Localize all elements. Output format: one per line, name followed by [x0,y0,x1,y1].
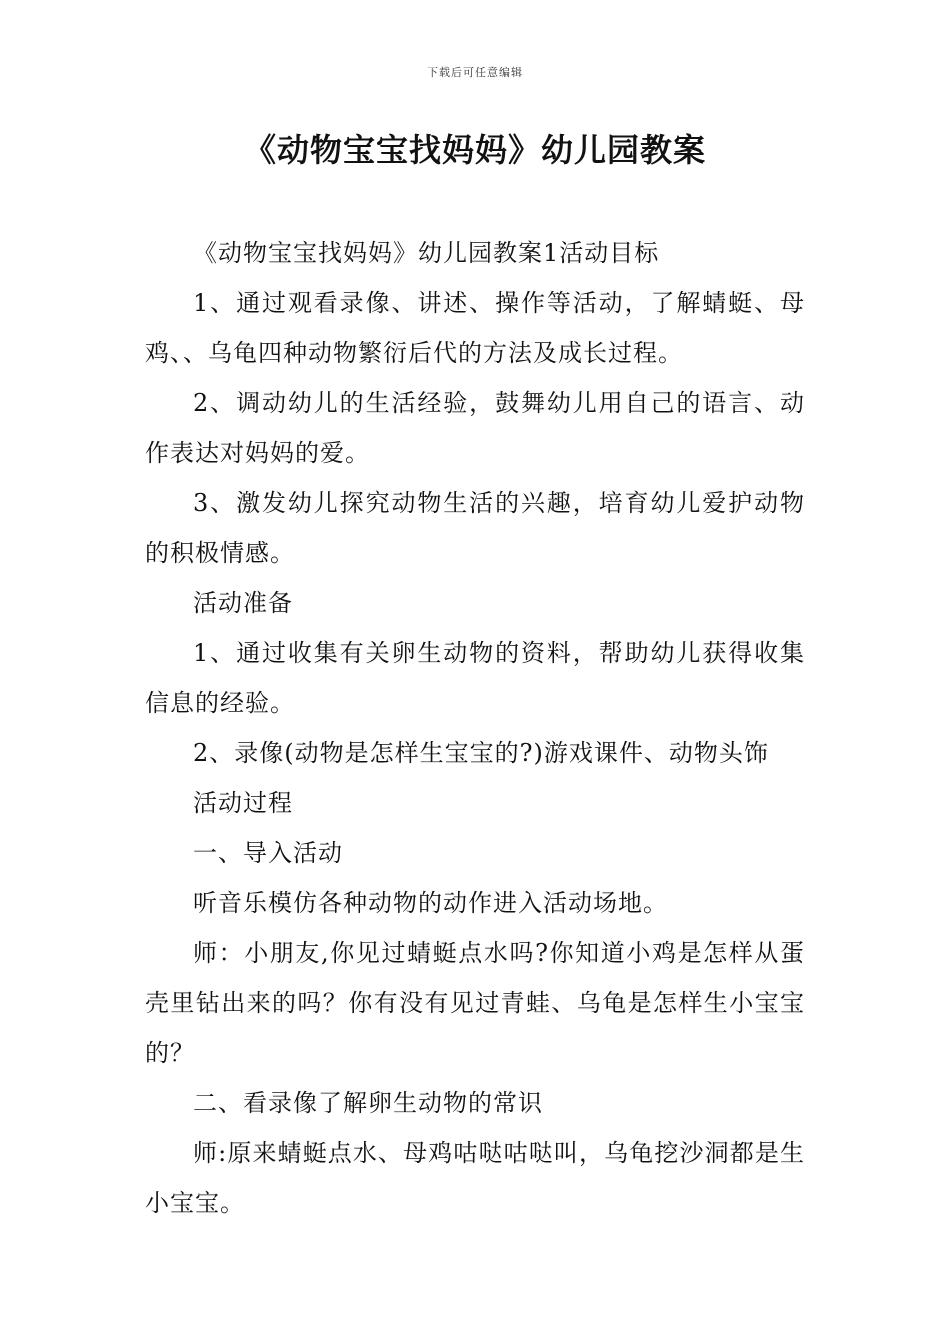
step-heading-1: 一、导入活动 [193,839,343,867]
document-body [145,228,805,1228]
document-title: 《动物宝宝找妈妈》幼儿园教案 [243,131,706,169]
paragraph-teacher-explanation: 师:原来蜻蜓点水、母鸡咕哒咕哒叫，乌龟挖沙洞都是生小宝宝。 [145,1139,805,1217]
paragraph-step-1-activity: 听音乐模仿各种动物的动作进入活动场地。 [193,889,668,917]
paragraph-objective-3: 3、激发幼儿探究动物生活的兴趣，培育幼儿爱护动物的积极情感。 [145,489,805,567]
paragraph-preparation-1: 1、通过收集有关卵生动物的资料，帮助幼儿获得收集信息的经验。 [145,639,805,717]
paragraph-objective-2: 2、调动幼儿的生活经验，鼓舞幼儿用自己的语言、动作表达对妈妈的爱。 [145,389,805,467]
paragraph-teacher-question: 师：小朋友,你见过蜻蜓点水吗?你知道小鸡是怎样从蛋壳里钻出来的吗？你有没有见过青蛙、乌龟是怎样生小宝宝的？ [145,939,805,1067]
paragraph-objective-1: 1、通过观看录像、讲述、操作等活动，了解蜻蜓、母鸡、、乌龟四种动物繁衍后代的方法及成长过程。 [145,289,805,367]
section-heading-process: 活动过程 [193,789,293,817]
paragraph-subtitle-objectives: 《动物宝宝找妈妈》幼儿园教案1活动目标 [193,239,660,267]
step-heading-2: 二、看录像了解卵生动物的常识 [193,1089,543,1117]
header-note: 下载后可任意编辑 [427,66,523,79]
section-heading-preparation: 活动准备 [193,589,293,617]
paragraph-preparation-2: 2、录像(动物是怎样生宝宝的?)游戏课件、动物头饰 [193,739,769,767]
